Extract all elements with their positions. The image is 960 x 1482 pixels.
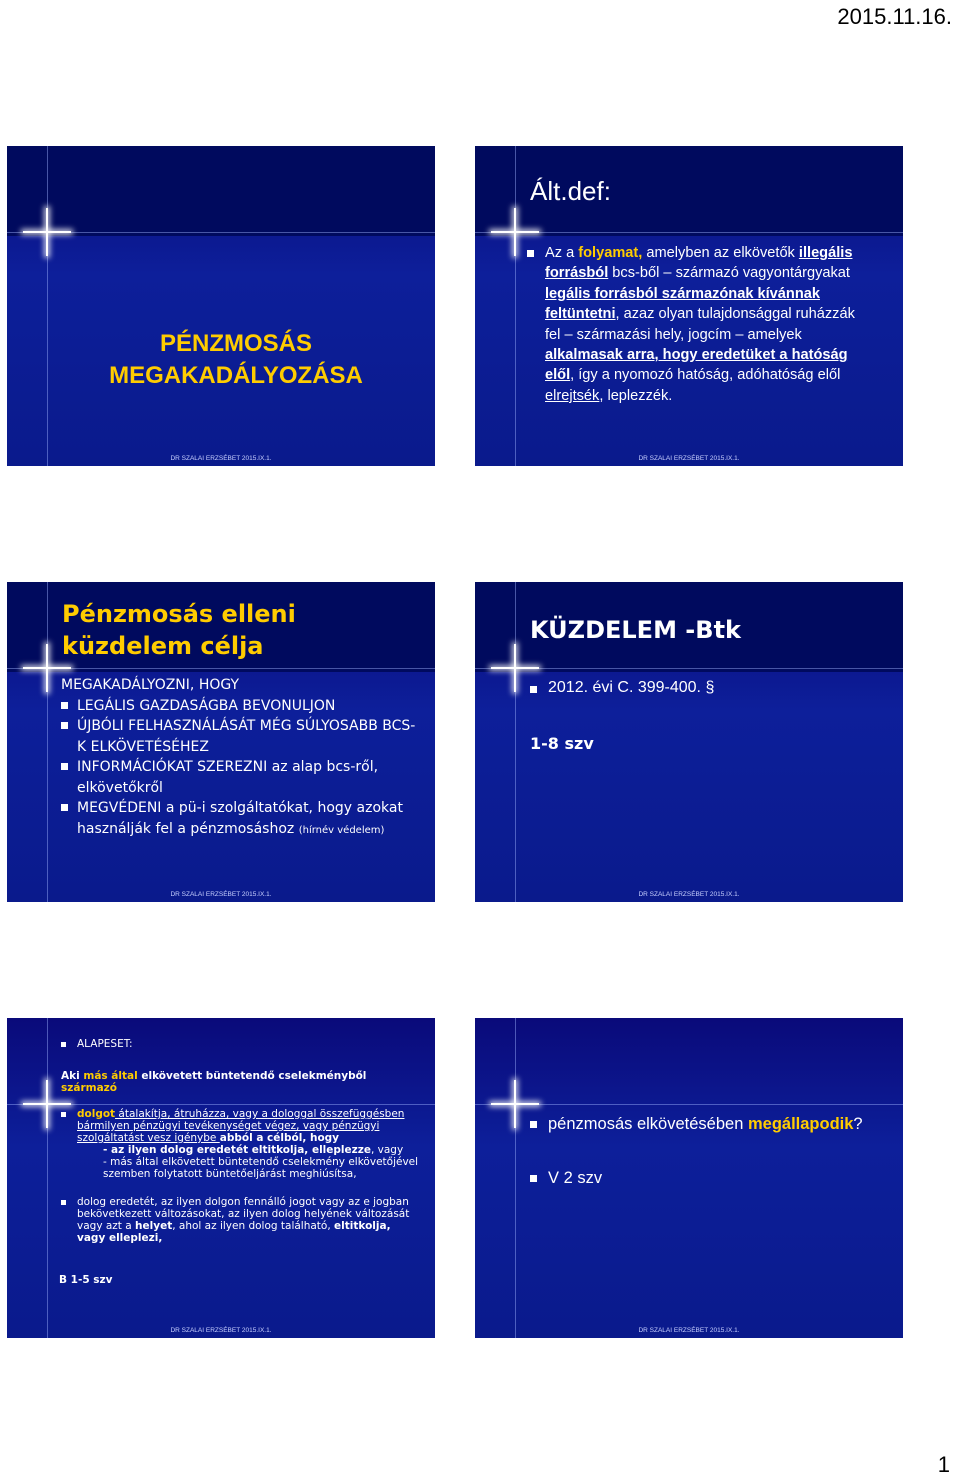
text: származó [61,1082,117,1094]
text: legális forrásból származónak kívánnak feltüntetni [545,285,820,323]
bullet-item [61,798,421,841]
text: , azaz olyan tulajdonsággal ruházzák fel – származási hely, jogcím – amelyek [545,306,855,343]
bullet-item [61,1038,421,1050]
slide-4 [475,582,903,902]
bullet-icon [530,1175,537,1182]
slide-6 [475,1018,903,1338]
bullet-icon [61,804,68,811]
slide-title [62,598,296,662]
text: dolgot [77,1108,116,1120]
bullet-icon [61,763,68,770]
title-line: MEGAKADÁLYOZÁSA [109,362,363,389]
intro-text [61,1070,421,1094]
sub-item: - más által elkövetett büntetendő cselekmény elkövetőjével szemben folytatott büntetőeljárást meghiúsítsa, [103,1156,419,1180]
text: amelyben az elkövetők [642,245,799,261]
text: megállapodik [747,1115,854,1133]
text: más által [83,1070,138,1082]
text: illegális forrásból [545,245,853,282]
text: , vagy [370,1144,404,1156]
text: elrejtsék [545,387,600,404]
bullet-icon [61,1042,66,1047]
bullet-item [530,1167,870,1189]
slide-header-band [7,146,435,236]
bullet-icon [61,1200,66,1205]
text: átalakítja, átruházza, vagy a dologgal összefüggésben bármilyen pénzügyi tevékenységet végez, vagy pénzügyi szolgáltatást vesz igénybe [77,1108,405,1144]
text: ÚJBÓLI FELHASZNÁLÁSÁT MÉG SÚLYOSABB BCS-K ELKÖVETÉSÉHEZ [77,718,416,755]
print-date: 2015.11.16. [837,4,952,29]
bullet-item [530,1113,870,1135]
text: dolog eredetét, az ilyen dolgon fennálló jogot vagy az e jogban bekövetkezett változásokat, az ilyen dolog helyének változását vagy azt a [77,1196,410,1232]
text: folyamat, [578,245,643,261]
decor-line [475,232,903,233]
slide-body [527,243,867,406]
text: , így a nyomozó hatóság, adóhatóság elől [570,367,841,384]
slide-title: Ált.def: [530,176,611,206]
slide-2 [475,146,903,466]
decor-line [7,668,435,669]
spacer [61,1094,421,1108]
text: (hírnév védelem) [298,824,385,836]
text: bcs-ből – származó vagyontárgyakat [608,265,850,282]
text: V 2 szv [548,1169,603,1187]
bullet-icon [530,1121,537,1128]
title-line: küzdelem célja [62,632,264,660]
bullet-item [527,243,867,406]
text: ? [853,1115,863,1133]
sub-item [61,1144,421,1156]
text: , leplezzék. [599,387,673,404]
slide-title: KÜZDELEM -Btk [530,616,741,644]
decor-line [515,582,516,902]
text: 2012. évi C. 399-400. § [548,679,715,696]
text: Aki [61,1070,84,1082]
spacer [61,1244,421,1274]
text: eltitkolja, vagy elleplezi, [77,1220,391,1244]
text: Az a [545,245,579,261]
decor-line [515,146,516,466]
slide-3 [7,582,435,902]
page-number: 1 [937,1452,950,1477]
slide-body [61,1038,421,1286]
decor-line [47,146,48,466]
bullet-item [61,716,421,757]
text: helyet [135,1220,173,1232]
decor-line [475,1104,903,1105]
slide-body [530,1113,870,1189]
decor-line [515,1018,516,1338]
bullet-item [61,696,421,717]
bullet-icon [61,702,68,709]
decor-line [47,582,48,902]
decor-line [7,232,435,233]
bullet-icon [61,1112,66,1117]
text: elkövetett büntetendő cselekményből [137,1070,367,1082]
bullet-icon [530,686,537,693]
text: MEGVÉDENI a pü-i szolgáltatókat, hogy azokat használják fel a pénzmosáshoz [77,800,403,837]
slide-title [57,328,415,392]
text: INFORMÁCIÓKAT SZEREZNI az alap bcs-ről, elkövetőkről [77,759,379,796]
text: pénzmosás elkövetésében [548,1115,748,1133]
bullet-icon [527,250,534,257]
bullet-item [61,757,421,798]
intro-text: MEGAKADÁLYOZNI, HOGY [61,677,240,693]
bullet-item [61,1196,421,1244]
title-line: Pénzmosás elleni [62,600,296,628]
slide-body [61,675,421,841]
text: , ahol az ilyen dolog található, [172,1220,335,1232]
bullet-icon [61,722,68,729]
text: abból a célból, hogy [219,1132,340,1144]
slide-footer: DR SZALAI ERZSÉBET 2015.IX.1. [170,891,272,898]
spacer [61,1050,421,1070]
spacer [530,1135,870,1167]
text: - az ilyen dolog eredetét eltitkolja, elleplezze [103,1144,371,1156]
title-line: PÉNZMOSÁS [159,330,312,357]
decor-line [475,668,903,669]
text: LEGÁLIS GAZDASÁGBA BEVONULJON [77,697,336,714]
footnote-text: B 1-5 szv [59,1274,113,1286]
decor-line [47,1018,48,1338]
slide-footer: DR SZALAI ERZSÉBET 2015.IX.1. [638,455,740,462]
spacer [61,1180,421,1196]
text: ALAPESET: [77,1038,133,1050]
slide-1 [7,146,435,466]
text: alkalmasak arra, hogy eredetüket a hatóság elől [545,347,848,384]
bullet-item [530,679,714,697]
slide-footer: DR SZALAI ERZSÉBET 2015.IX.1. [638,1327,740,1334]
slide-footer: DR SZALAI ERZSÉBET 2015.IX.1. [170,1327,272,1334]
sub-text: 1-8 szv [530,734,594,753]
slide-footer: DR SZALAI ERZSÉBET 2015.IX.1. [170,455,272,462]
slide-footer: DR SZALAI ERZSÉBET 2015.IX.1. [638,891,740,898]
slide-5 [7,1018,435,1338]
bullet-item [61,1108,421,1144]
